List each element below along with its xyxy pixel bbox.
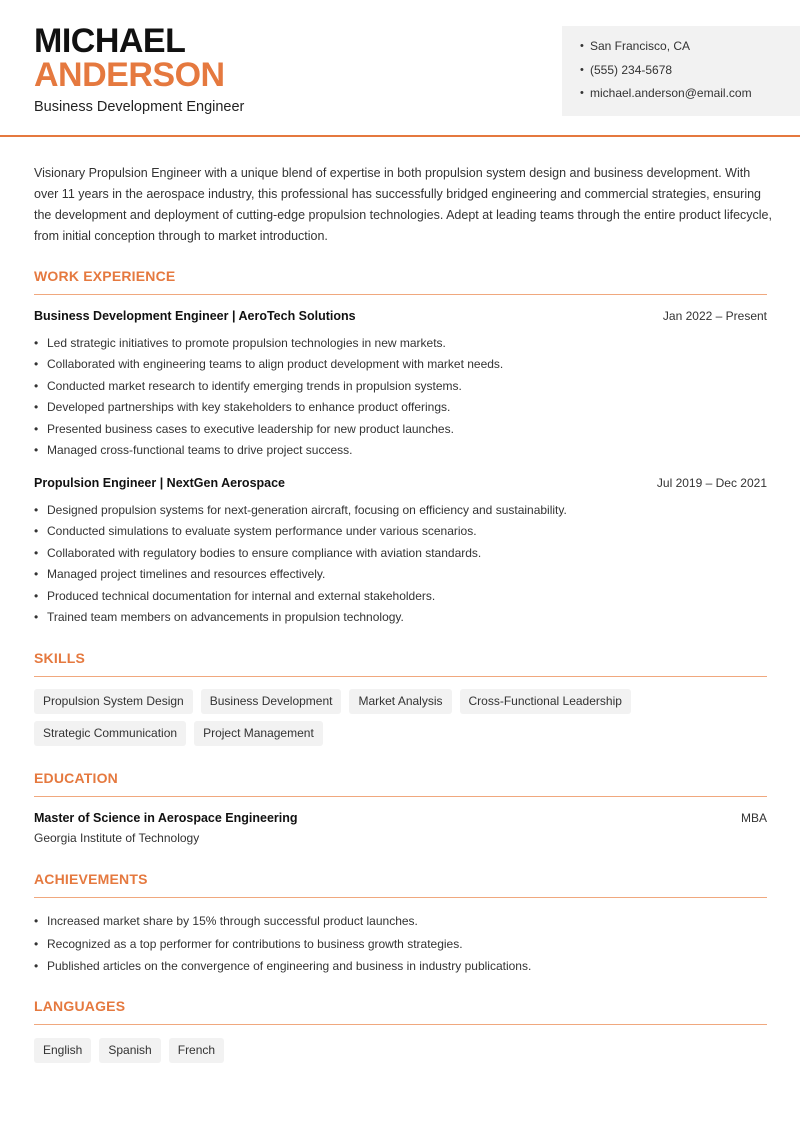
language-chip: French (169, 1038, 224, 1063)
list-item: • Designed propulsion systems for next-generation aircraft, focusing on efficiency and sustainability. (34, 503, 567, 517)
summary: Visionary Propulsion Engineer with a unique blend of expertise in both propulsion system design and business development. With over 11 years in the aerospace industry, this professional has successfully bridged engineering and commercial strategies, ensuring the development and deployment of cutting-edge propulsion technologies. Adept at leading teams through the entire product lifecycle, from initial conception through to market introduction. (34, 166, 772, 243)
language-chip: English (34, 1038, 91, 1063)
list-item: • Managed project timelines and resources effectively. (34, 567, 326, 582)
degree-abbr: MBA (740, 811, 767, 825)
list-item: • Conducted simulations to evaluate system performance under various scenarios. (34, 524, 477, 539)
skill-chip: Strategic Communication (34, 721, 186, 746)
job-bullets (34, 335, 767, 463)
skill-chip: Business Development (201, 689, 342, 714)
languages-list (34, 1038, 767, 1063)
list-item: • Collaborated with engineering teams to align product development with market needs. (34, 357, 504, 372)
section-divider (34, 796, 767, 797)
achievements-list (34, 913, 767, 981)
section-divider (34, 294, 767, 295)
language-chip: Spanish (99, 1038, 160, 1063)
list-item: • Published articles on the convergence of engineering and business in industry publications. (34, 959, 532, 973)
bullet-icon: • (580, 63, 584, 76)
section-title-education: EDUCATION (34, 770, 118, 786)
list-item: • Trained team members on advancements in propulsion technology. (34, 609, 404, 624)
contact-phone: • (555) 234-5678 (580, 62, 673, 77)
degree: Master of Science in Aerospace Engineering (34, 811, 298, 825)
contact-box (562, 26, 800, 116)
section-divider (34, 1024, 767, 1025)
list-item: • Managed cross-functional teams to drive project success. (34, 442, 353, 457)
section-title-languages: LANGUAGES (34, 998, 126, 1014)
job-dates: Jul 2019 – Dec 2021 (656, 476, 767, 490)
job-role: Business Development Engineer | AeroTech Solutions (34, 309, 356, 323)
job-header (34, 309, 767, 323)
job-bullets (34, 502, 767, 630)
section-divider (34, 897, 767, 898)
list-item: • Produced technical documentation for internal and external stakeholders. (34, 588, 436, 603)
list-item: • Developed partnerships with key stakeholders to enhance product offerings. (34, 400, 451, 415)
skill-chip: Project Management (194, 721, 323, 746)
list-item: • Led strategic initiatives to promote propulsion technologies in new markets. (34, 336, 446, 350)
list-item: • Presented business cases to executive leadership for new product launches. (34, 421, 454, 436)
contact-location: • San Francisco, CA (580, 39, 691, 53)
bullet-icon: • (580, 40, 584, 52)
job-title: Business Development Engineer (34, 99, 245, 115)
skills-list (34, 689, 767, 746)
list-item: • Recognized as a top performer for contributions to business growth strategies. (34, 936, 463, 951)
section-divider (34, 676, 767, 677)
job-header (34, 476, 767, 490)
bullet-icon: • (580, 87, 584, 99)
first-name: MICHAEL (34, 22, 186, 60)
skill-chip: Market Analysis (349, 689, 451, 714)
list-item: • Collaborated with regulatory bodies to ensure compliance with aviation standards. (34, 545, 482, 560)
skill-chip: Propulsion System Design (34, 689, 193, 714)
section-title-work: WORK EXPERIENCE (34, 268, 176, 284)
job-role: Propulsion Engineer | NextGen Aerospace (34, 476, 286, 490)
list-item: • Conducted market research to identify emerging trends in propulsion systems. (34, 378, 462, 393)
resume-header (0, 0, 800, 137)
section-title-achievements: ACHIEVEMENTS (34, 871, 148, 887)
contact-email: • michael.anderson@email.com (580, 86, 752, 100)
school: Georgia Institute of Technology (34, 831, 200, 845)
skill-chip: Cross-Functional Leadership (460, 689, 631, 714)
job-dates: Jan 2022 – Present (662, 309, 767, 323)
list-item: • Increased market share by 15% through successful product launches. (34, 914, 418, 928)
last-name: ANDERSON (34, 56, 225, 94)
education-header (34, 811, 767, 825)
section-title-skills: SKILLS (34, 650, 85, 666)
